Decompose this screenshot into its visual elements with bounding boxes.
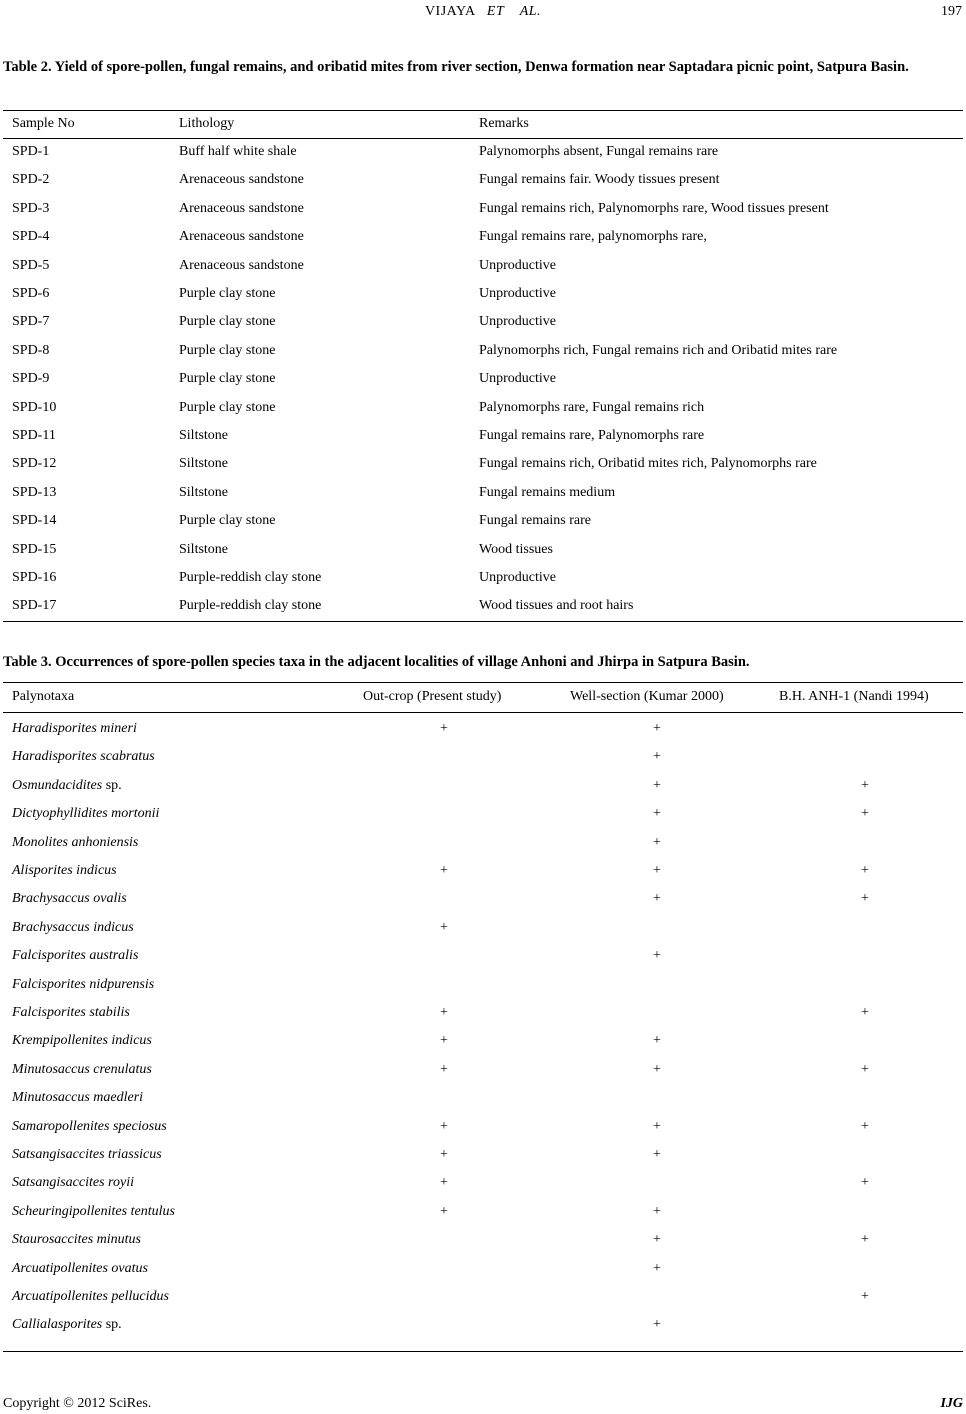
- taxon-name: [12, 918, 134, 938]
- taxon-name: [12, 1230, 141, 1250]
- table2-cell: SPD-16: [12, 570, 57, 585]
- table3-row: [0, 804, 966, 824]
- table2-header-row: [0, 114, 966, 134]
- borehole-mark: +: [861, 777, 869, 793]
- table2-cell: SPD-3: [12, 200, 50, 216]
- table2-cell: Unproductive: [479, 314, 556, 330]
- table2-cell: Fungal remains rare, Palynomorphs rare: [479, 428, 705, 443]
- taxon-binomial: Staurosaccites minutus: [12, 1232, 141, 1248]
- outcrop-mark: +: [440, 1147, 448, 1162]
- table3-caption: Table 3. Occurrences of spore-pollen species taxa in the adjacent localities of village Anhoni and Jhirpa in Satpura Basin.: [3, 654, 750, 670]
- table2-row: [0, 540, 966, 560]
- borehole-mark: +: [861, 1118, 869, 1134]
- table3-header-row: [0, 687, 966, 707]
- outcrop-mark: +: [440, 919, 448, 935]
- taxon-binomial: Krempipollenites indicus: [12, 1033, 152, 1049]
- table2-cell: SPD-8: [12, 342, 50, 358]
- table3-row: [0, 861, 966, 881]
- table2-cell: SPD-4: [12, 229, 50, 245]
- taxon-name: [12, 1259, 148, 1279]
- table3-bottom-rule: [3, 1351, 963, 1352]
- table2-cell: Unproductive: [479, 371, 556, 387]
- table2-cell: Purple-reddish clay stone: [179, 570, 322, 585]
- table2-cell: SPD-1: [12, 144, 50, 159]
- table2-cell: Siltstone: [179, 541, 229, 557]
- table2-cell: Fungal remains medium: [479, 484, 616, 500]
- taxon-binomial: Dictyophyllidites mortonii: [12, 806, 160, 822]
- borehole-mark: +: [861, 891, 869, 907]
- table2-row: [0, 256, 966, 276]
- taxon-binomial: Arcuatipollenites pellucidus: [12, 1289, 169, 1304]
- table2-cell: Purple clay stone: [179, 342, 276, 358]
- table2-cell: Palynomorphs absent, Fungal remains rare: [479, 144, 719, 159]
- table2-cell: Siltstone: [179, 456, 229, 472]
- well-section-mark: +: [653, 1317, 661, 1333]
- table3-row: [0, 1202, 966, 1222]
- table2-cell: SPD-7: [12, 314, 50, 330]
- table2-cell: Purple clay stone: [179, 399, 276, 415]
- table2-row: [0, 426, 966, 446]
- taxon-name: [12, 1117, 167, 1137]
- taxon-binomial: Haradisporites scabratus: [12, 749, 155, 765]
- table2-cell: Siltstone: [179, 484, 229, 500]
- table3-row: [0, 918, 966, 938]
- borehole-mark: +: [861, 863, 869, 878]
- outcrop-mark: +: [440, 721, 448, 736]
- table2-caption: Table 2. Yield of spore-pollen, fungal remains, and oribatid mites from river section, Denwa formation near Saptadara picnic point, Satpura Basin.: [3, 59, 909, 75]
- taxon-name: [12, 833, 138, 853]
- table3-row: [0, 1230, 966, 1250]
- table2-cell: Palynomorphs rich, Fungal remains rich and Oribatid mites rare: [479, 342, 838, 358]
- table2-cell: Unproductive: [479, 286, 556, 301]
- taxon-name: [12, 1060, 152, 1080]
- taxon-binomial: Falcisporites stabilis: [12, 1005, 130, 1020]
- table2-cell: SPD-13: [12, 484, 57, 500]
- table2-cell: Arenaceous sandstone: [179, 257, 304, 273]
- borehole-mark: +: [861, 1061, 869, 1077]
- table2-cell: SPD-11: [12, 428, 56, 443]
- taxon-name: [12, 719, 137, 739]
- table2-cell: Arenaceous sandstone: [179, 200, 304, 216]
- table3-row: [0, 1088, 966, 1108]
- taxon-binomial: Samaropollenites speciosus: [12, 1118, 167, 1134]
- running-head-et-al: ET AL.: [486, 4, 542, 19]
- table3-row: [0, 975, 966, 995]
- well-section-mark: +: [653, 1033, 661, 1049]
- table3-row: [0, 1287, 966, 1307]
- table2-cell: Wood tissues: [479, 541, 553, 557]
- table2-cell: Siltstone: [179, 428, 229, 443]
- table3-row: [0, 1259, 966, 1279]
- taxon-name: [12, 1003, 130, 1023]
- taxon-name: [12, 861, 117, 881]
- table2-cell: Palynomorphs rare, Fungal remains rich: [479, 399, 705, 415]
- table2-header-cell: Lithology: [179, 116, 235, 131]
- taxon-name: [12, 1315, 122, 1335]
- table2-cell: Arenaceous sandstone: [179, 172, 304, 188]
- table2-cell: Buff half white shale: [179, 144, 297, 159]
- table3-row: [0, 1003, 966, 1023]
- running-head-author: VIJAYA: [424, 4, 475, 19]
- table2-cell: SPD-12: [12, 456, 57, 472]
- well-section-mark: +: [653, 1260, 661, 1276]
- table2-row: [0, 398, 966, 418]
- taxon-name: [12, 776, 122, 796]
- table2-cell: Wood tissues and root hairs: [479, 598, 634, 614]
- table3-top-rule: [3, 682, 963, 683]
- taxon-binomial: Satsangisaccites royii: [12, 1175, 134, 1191]
- well-section-mark: +: [653, 806, 661, 822]
- taxon-name: [12, 1173, 134, 1193]
- taxon-binomial: Falcisporites australis: [12, 948, 139, 964]
- table2-cell: Fungal remains rich, Oribatid mites rich, Palynomorphs rare: [479, 456, 817, 472]
- outcrop-mark: +: [440, 1203, 448, 1219]
- table2-cell: SPD-17: [12, 598, 57, 614]
- well-section-mark: +: [653, 948, 661, 964]
- table2-cell: SPD-9: [12, 371, 50, 387]
- well-section-mark: +: [653, 863, 661, 878]
- table3-row: [0, 1060, 966, 1080]
- borehole-mark: +: [861, 806, 869, 822]
- outcrop-mark: +: [440, 1033, 448, 1049]
- outcrop-mark: +: [440, 1118, 448, 1134]
- taxon-binomial: Brachysaccus ovalis: [12, 891, 127, 907]
- well-section-mark: +: [653, 1061, 661, 1077]
- table2-cell: Purple clay stone: [179, 286, 276, 301]
- well-section-mark: +: [653, 777, 661, 793]
- table3-row: [0, 1173, 966, 1193]
- outcrop-mark: +: [440, 863, 448, 878]
- table3-header-rule: [3, 712, 963, 713]
- page-number: 197: [941, 4, 962, 19]
- borehole-mark: +: [861, 1175, 869, 1191]
- table2-cell: Purple-reddish clay stone: [179, 598, 322, 614]
- running-head: [0, 2, 966, 22]
- table3-header-cell: Well-section (Kumar 2000): [570, 689, 724, 704]
- table2-header-rule: [3, 138, 963, 139]
- table3-header-cell: B.H. ANH-1 (Nandi 1994): [779, 689, 929, 704]
- page-footer: [3, 1394, 963, 1414]
- taxon-name: [12, 1031, 152, 1051]
- taxon-suffix: sp.: [102, 777, 122, 793]
- borehole-mark: +: [861, 1289, 869, 1304]
- table2-cell: Fungal remains rare, palynomorphs rare,: [479, 229, 707, 245]
- table3-row: [0, 1031, 966, 1051]
- well-section-mark: +: [653, 1147, 661, 1162]
- table2-cell: Arenaceous sandstone: [179, 229, 304, 245]
- copyright-notice: Copyright © 2012 SciRes.: [3, 1396, 152, 1411]
- outcrop-mark: +: [440, 1005, 448, 1020]
- taxon-binomial: Alisporites indicus: [12, 863, 117, 878]
- table2-cell: SPD-5: [12, 257, 50, 273]
- taxon-name: [12, 975, 154, 995]
- table3-row: [0, 747, 966, 767]
- journal-abbreviation: IJG: [940, 1396, 963, 1411]
- taxon-binomial: Scheuringipollenites tentulus: [12, 1203, 175, 1219]
- taxon-name: [12, 1088, 143, 1108]
- table2-row: [0, 369, 966, 389]
- table2-cell: Unproductive: [479, 570, 556, 585]
- table3-header-cell: Out-crop (Present study): [363, 689, 502, 704]
- table2-row: [0, 284, 966, 304]
- taxon-binomial: Callialasporites: [12, 1317, 103, 1333]
- borehole-mark: +: [861, 1005, 869, 1020]
- table2-header-cell: Sample No: [12, 116, 75, 131]
- well-section-mark: +: [653, 1118, 661, 1134]
- table2-row: [0, 312, 966, 332]
- taxon-binomial: Haradisporites mineri: [12, 721, 137, 736]
- taxon-binomial: Falcisporites nidpurensis: [12, 976, 155, 992]
- table2-cell: SPD-10: [12, 399, 57, 415]
- table2-cell: Purple clay stone: [179, 371, 276, 387]
- table2-cell: Fungal remains rich, Palynomorphs rare, Wood tissues present: [479, 200, 829, 216]
- table2-header-cell: Remarks: [479, 116, 529, 131]
- outcrop-mark: +: [440, 1175, 448, 1191]
- taxon-name: [12, 804, 159, 824]
- table2-row: [0, 596, 966, 616]
- taxon-name: [12, 747, 155, 767]
- table2-cell: SPD-14: [12, 513, 57, 529]
- table2-cell: Fungal remains rare: [479, 513, 591, 529]
- table2-cell: Purple clay stone: [179, 513, 276, 529]
- table2-top-rule: [3, 110, 963, 111]
- table3-header-cell: Palynotaxa: [12, 689, 75, 704]
- table3-row: [0, 776, 966, 796]
- taxon-binomial: Satsangisaccites triassicus: [12, 1147, 162, 1162]
- table3-row: [0, 833, 966, 853]
- table2-cell: Purple clay stone: [179, 314, 276, 330]
- taxon-binomial: Minutosaccus maedleri: [12, 1090, 144, 1106]
- table2-row: [0, 483, 966, 503]
- taxon-suffix: sp.: [102, 1317, 122, 1333]
- taxon-binomial: Arcuatipollenites ovatus: [12, 1260, 148, 1276]
- table3-row: [0, 946, 966, 966]
- table2-cell: SPD-6: [12, 286, 50, 301]
- running-head-authors: [0, 2, 966, 22]
- table2-row: [0, 227, 966, 247]
- table2-cell: SPD-15: [12, 541, 57, 557]
- well-section-mark: +: [653, 1232, 661, 1248]
- table2-row: [0, 454, 966, 474]
- table2-bottom-rule: [3, 621, 963, 622]
- table3-row: [0, 1117, 966, 1137]
- taxon-name: [12, 1287, 169, 1307]
- well-section-mark: +: [653, 1203, 661, 1219]
- table2-row: [0, 511, 966, 531]
- taxon-name: [12, 1145, 162, 1165]
- table2-row: [0, 199, 966, 219]
- taxon-name: [12, 946, 138, 966]
- table2-cell: Unproductive: [479, 257, 556, 273]
- taxon-binomial: Osmundacidites: [12, 777, 103, 793]
- borehole-mark: +: [861, 1232, 869, 1248]
- table2-row: [0, 170, 966, 190]
- table3-row: [0, 719, 966, 739]
- taxon-name: [12, 1202, 175, 1222]
- table2-row: [0, 142, 966, 162]
- table3-row: [0, 1145, 966, 1165]
- taxon-name: [12, 889, 127, 909]
- table2-row: [0, 341, 966, 361]
- well-section-mark: +: [653, 721, 661, 736]
- taxon-binomial: Minutosaccus crenulatus: [12, 1061, 152, 1077]
- outcrop-mark: +: [440, 1061, 448, 1077]
- taxon-binomial: Brachysaccus indicus: [12, 919, 134, 935]
- taxon-binomial: Monolites anhoniensis: [12, 834, 139, 850]
- table3-row: [0, 1315, 966, 1335]
- table2-cell: Fungal remains fair. Woody tissues present: [479, 172, 720, 188]
- table2-cell: SPD-2: [12, 172, 50, 188]
- well-section-mark: +: [653, 749, 661, 765]
- table3-row: [0, 889, 966, 909]
- well-section-mark: +: [653, 891, 661, 907]
- table2-row: [0, 568, 966, 588]
- well-section-mark: +: [653, 834, 661, 850]
